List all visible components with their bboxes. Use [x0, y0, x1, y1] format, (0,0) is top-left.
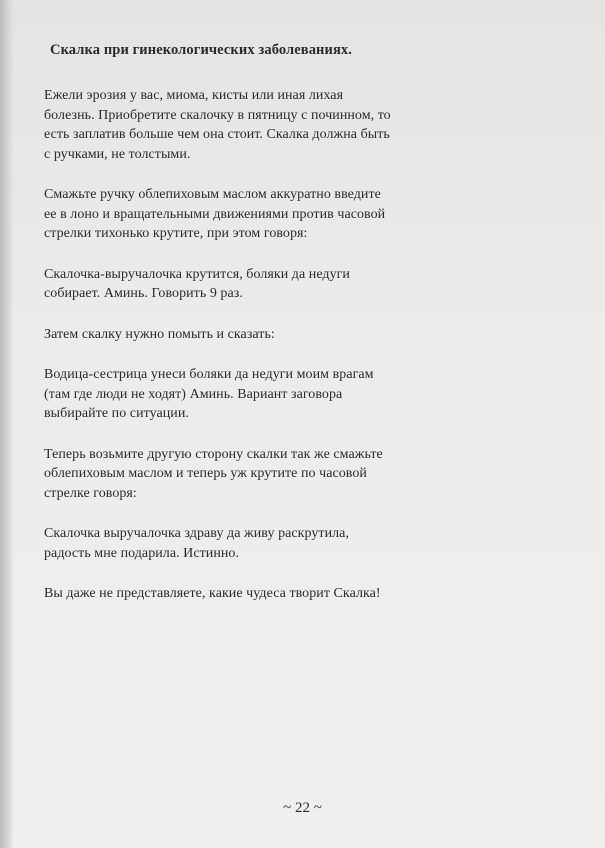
paragraph: [44, 86, 584, 164]
text-line: облепиховым маслом и теперь уж крутите по часовой: [44, 466, 367, 481]
text-line: Водица-сестрица унеси боляки да недуги моим врагам: [44, 367, 374, 382]
page-binding-edge: [0, 0, 14, 848]
text-line: стрелке говоря:: [44, 485, 137, 501]
text-line: Теперь возьмите другую сторону скалки так же смажьте: [44, 446, 383, 462]
text-line: с ручками, не толстыми.: [44, 146, 191, 162]
page-number: ~ 22 ~: [283, 800, 322, 816]
text-line: Скалочка выручалочка здраву да живу раскрутила,: [44, 526, 349, 541]
text-line: Скалочка-выручалочка крутится, боляки да недуги: [44, 266, 350, 282]
text-line: Ежели эрозия у вас, миома, кисты или иная лихая: [44, 88, 344, 103]
text-line: стрелки тихонько крутите, при этом говоря:: [44, 226, 308, 241]
paragraph: [44, 185, 584, 244]
paragraph: [44, 445, 584, 504]
paragraph: [44, 325, 584, 345]
page-title: Скалка при гинекологических заболеваниях.: [50, 42, 352, 58]
text-line: собирает. Аминь. Говорить 9 раз.: [44, 286, 243, 301]
text-line: Затем скалку нужно помыть и сказать:: [44, 326, 275, 342]
paragraph: [44, 584, 584, 604]
text-line: Вы даже не представляете, какие чудеса творит Скалка!: [44, 586, 381, 601]
page-content: [44, 40, 584, 625]
text-line: ее в лоно и вращательными движениями против часовой: [44, 206, 386, 222]
paragraph: [44, 524, 584, 563]
text-line: радость мне подарила. Истинно.: [44, 545, 240, 561]
text-line: выбирайте по ситуации.: [44, 406, 189, 421]
paragraph: [44, 365, 584, 424]
text-line: есть заплатив больше чем она стоит. Скалка должна быть: [44, 127, 390, 142]
text-line: Смажьте ручку облепиховым маслом аккуратно введите: [44, 187, 381, 202]
paragraph: [44, 265, 584, 304]
text-line: (там где люди не ходят) Аминь. Вариант заговора: [44, 386, 343, 402]
text-line: болезнь. Приобретите скалочку в пятницу с починном, то: [44, 107, 391, 123]
